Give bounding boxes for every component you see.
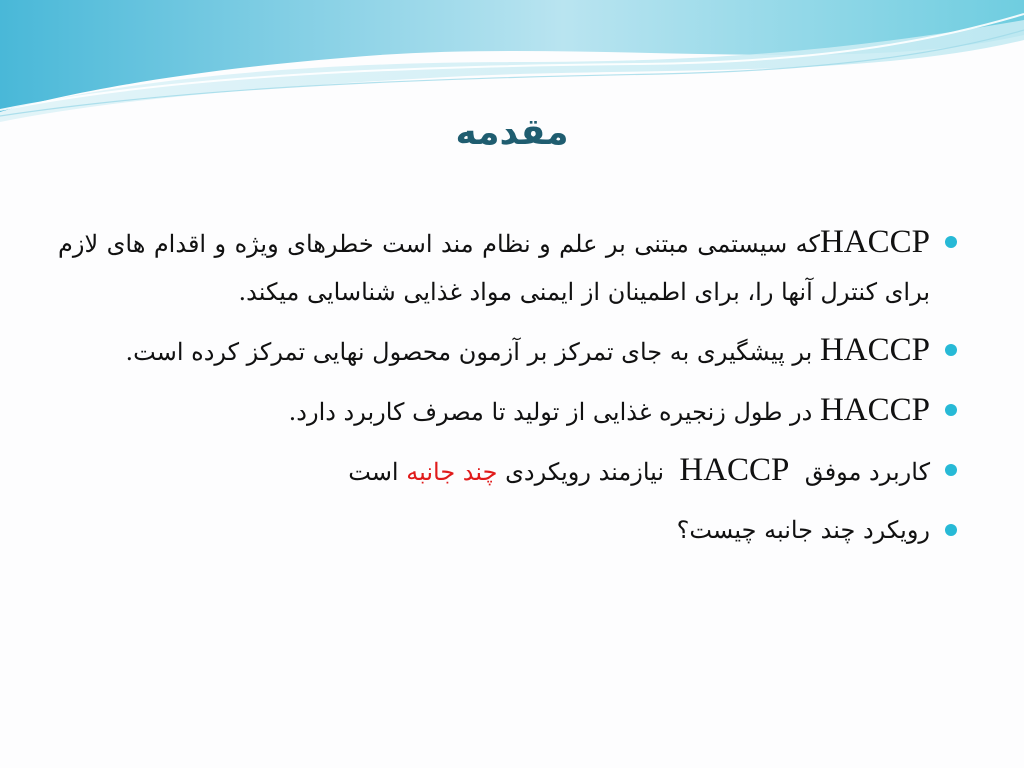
bullet-text: رویکرد چند جانبه چیست؟ xyxy=(676,516,930,544)
bullet-list xyxy=(58,218,966,564)
haccp-term: HACCP xyxy=(819,332,930,368)
list-item xyxy=(58,386,966,436)
bullet-dot-icon xyxy=(945,464,957,476)
haccp-term: HACCP xyxy=(819,224,930,260)
bullet-dot-icon xyxy=(945,344,957,356)
bullet-text: نیازمند رویکردی xyxy=(505,458,665,486)
haccp-term: HACCP xyxy=(679,452,790,488)
list-item xyxy=(58,218,966,316)
bullet-dot-icon xyxy=(945,524,957,536)
bullet-text: در طول زنجیره غذایی از تولید تا مصرف کاربرد دارد. xyxy=(288,398,820,426)
bullet-dot-icon xyxy=(945,236,957,248)
bullet-text: کاربرد موفق xyxy=(804,458,930,486)
header-wave-decoration xyxy=(0,0,1024,130)
list-item xyxy=(58,506,966,554)
bullet-text: است xyxy=(348,458,407,486)
list-item xyxy=(58,326,966,376)
highlight-text: چند جانبه xyxy=(406,458,498,486)
bullet-text: بر پیشگیری به جای تمرکز بر آزمون محصول نهایی تمرکز کرده است. xyxy=(125,338,820,366)
slide-title: مقدمه xyxy=(455,112,569,153)
bullet-dot-icon xyxy=(945,404,957,416)
haccp-term: HACCP xyxy=(819,392,930,428)
list-item xyxy=(58,446,966,496)
bullet-text: که سیستمی مبتنی بر علم و نظام مند است خطرهای ویژه و اقدام های لازم برای کنترل آنها را، برای اطمینان از ایمنی مواد غذایی شناسایی میکند. xyxy=(58,230,930,306)
